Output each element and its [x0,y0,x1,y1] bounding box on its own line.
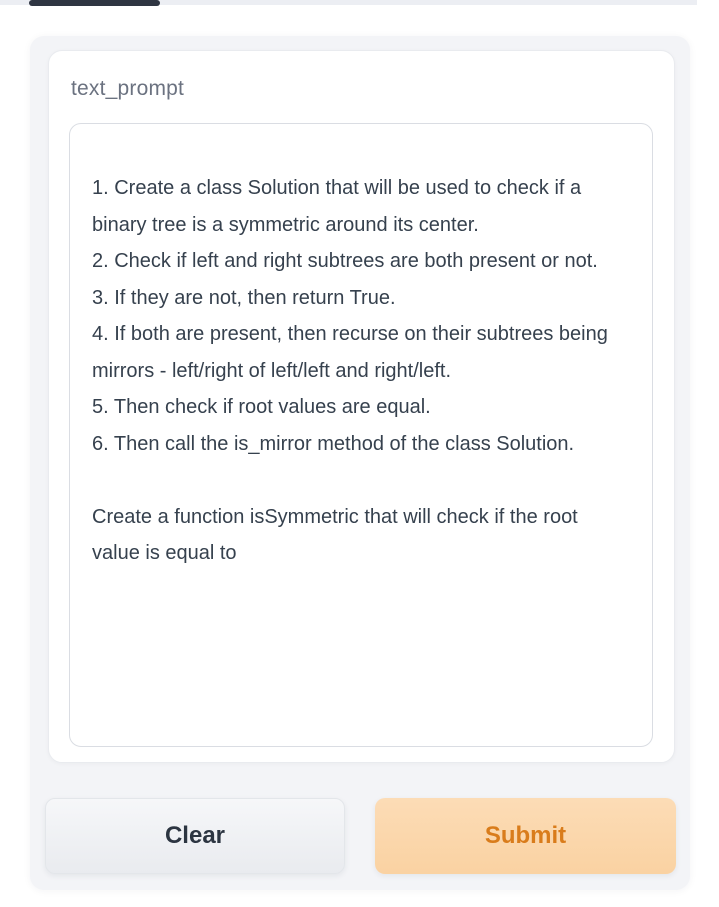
form-panel [30,36,690,890]
text-prompt-input[interactable] [69,123,653,747]
text-prompt-card [48,50,675,763]
top-progress-bar [29,0,160,6]
clear-button[interactable]: Clear [45,798,345,874]
text-prompt-label: text_prompt [71,77,185,100]
submit-button[interactable]: Submit [375,798,676,874]
